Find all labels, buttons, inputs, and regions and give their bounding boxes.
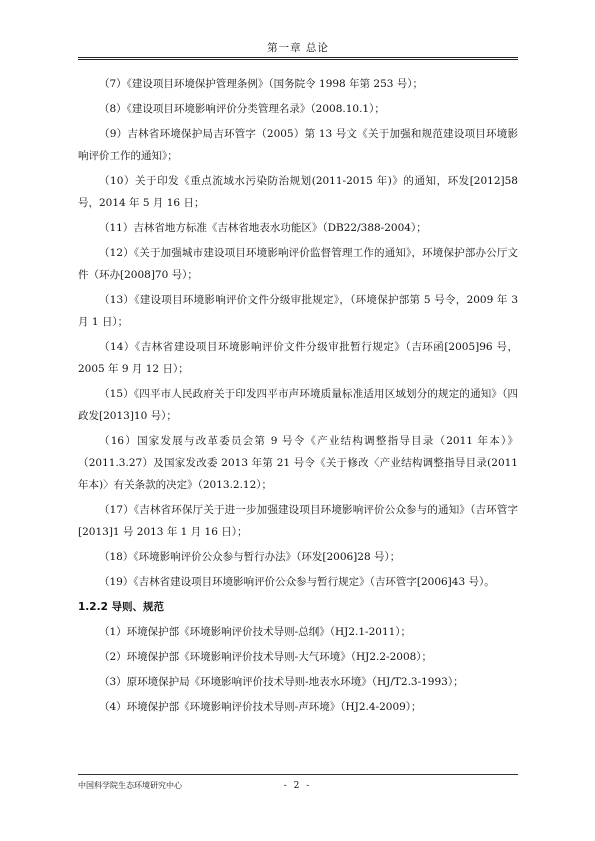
section-heading: 1.2.2 导则、规范 [78,601,165,613]
page-header-title: 第一章 总论 [267,42,329,54]
footer-rule [78,774,518,775]
regulation-item-13: （13）《建设项目环境影响评价文件分级审批规定》，（环境保护部第 5 号令，2009 年 3 月 1 日）； [78,294,518,328]
guideline-item-2: （2）环境保护部《环境影响评价技术导则-大气环境》（HJ2.2-2008）； [99,651,433,663]
page-number: - 2 - [283,781,312,791]
regulation-item-14: （14）《吉林省建设项目环境影响评价文件分级审批暂行规定》（吉环函[2005]96 号，2005 年 9 月 12 日）； [78,341,518,375]
regulation-item-16: （16）国家发展与改革委员会第 9 号令《产业结构调整指导目录（2011 年本）》（2011.3.27）及国家发改委 2013 年第 21 号令《关于修改〈产业结构调整指导目录(2011 年本)〉有关条款的决定》（2013.2.12）； [78,435,518,491]
guideline-item-1: （1）环境保护部《环境影响评价技术导则-总纲》（HJ2.1-2011）； [99,626,412,638]
regulation-item-19: （19）《吉林省建设项目环境影响评价公众参与暂行规定》（吉环管字[2006]43 号）。 [99,576,495,588]
regulation-item-18: （18）《环境影响评价公众参与暂行办法》（环发[2006]28 号）； [99,551,401,563]
regulation-item-12: （12）《关于加强城市建设项目环境影响评价监督管理工作的通知》，环境保护部办公厅文件（环办[2008]70 号）； [78,247,518,281]
header-rule-thin [78,59,518,60]
document-body [78,73,518,721]
regulation-item-8: （8）《建设项目环境影响评价分类管理名录》（2008.10.1）； [99,103,385,115]
regulation-item-9: （9）吉林省环境保护局吉环管字（2005）第 13 号文《关于加强和规范建设项目环境影响评价工作的通知》； [78,128,518,162]
regulation-item-7: （7）《建设项目环境保护管理条例》（国务院令 1998 年第 253 号）； [99,78,424,90]
regulation-item-15: （15）《四平市人民政府关于印发四平市声环境质量标准适用区域划分的规定的通知》（四政发[2013]10 号）； [78,388,518,422]
guideline-item-4: （4）环境保护部《环境影响评价技术导则-声环境》（HJ2.4-2009）； [99,701,422,713]
regulation-item-11: （11）吉林省地方标准《吉林省地表水功能区》（DB22/388-2004）； [99,222,427,234]
footer-organization: 中国科学院生态环境研究中心 [78,781,182,790]
header-rule [78,57,518,58]
regulation-item-10: （10）关于印发《重点流域水污染防治规划(2011-2015 年)》的通知，环发[2012]58 号，2014 年 5 月 16 日； [78,175,518,209]
guideline-item-3: （3）原环境保护局《环境影响评价技术导则-地表水环境》（HJ/T2.3-1993）； [99,676,464,688]
regulation-item-17: （17）《吉林省环保厅关于进一步加强建设项目环境影响评价公众参与的通知》（吉环管字[2013]1 号 2013 年 1 月 16 日）； [78,504,518,538]
